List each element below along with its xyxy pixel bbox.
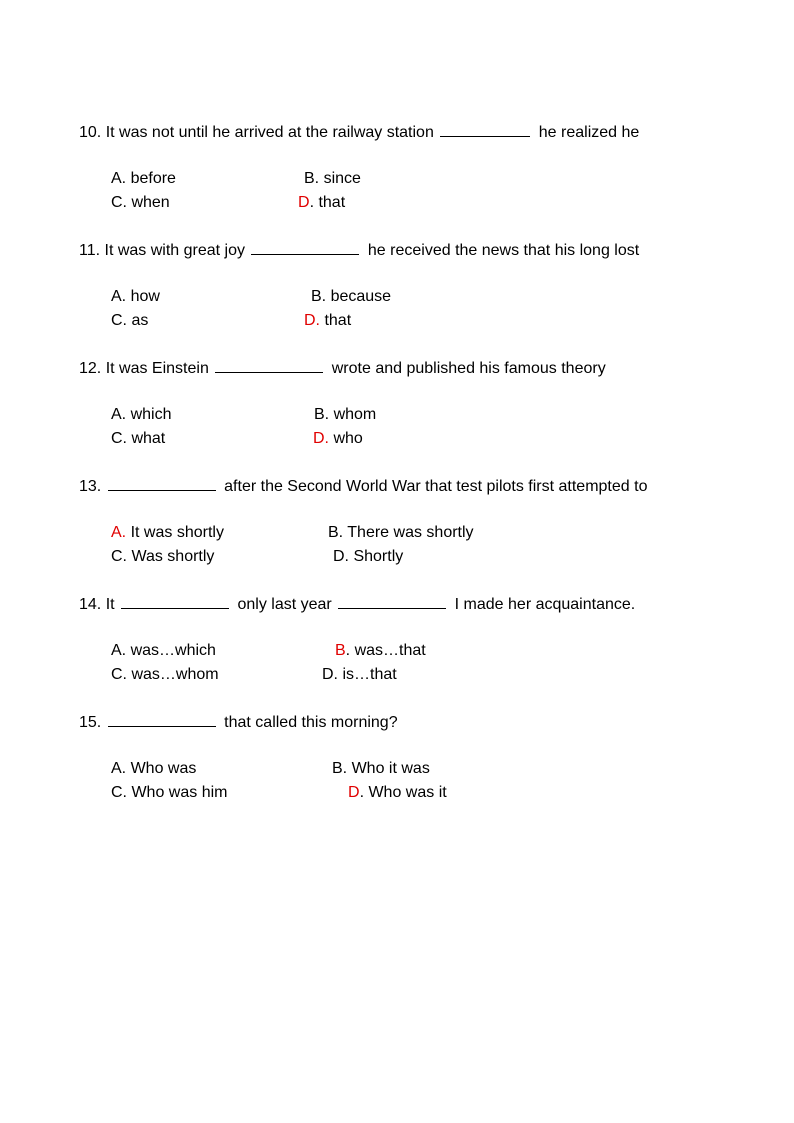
option-text: who (333, 430, 363, 447)
answer-blank (121, 594, 229, 609)
correct-answer-letter: D. (304, 312, 320, 329)
option-letter: C. (111, 666, 127, 683)
option-text: since (323, 170, 361, 187)
option-letter: A. (111, 288, 127, 305)
option-letter: C. (111, 784, 127, 801)
option-letter: A. (111, 642, 127, 659)
question-13 (79, 476, 647, 497)
option-c (111, 193, 170, 213)
option-b (332, 759, 430, 779)
answer-blank (251, 240, 359, 255)
option-a (111, 287, 160, 307)
question-text: wrote and published his famous theory (331, 360, 606, 377)
question-15 (79, 712, 398, 733)
option-text: . was…that (345, 642, 426, 659)
answer-blank (108, 712, 216, 727)
option-text: Was shortly (131, 548, 215, 565)
option-c (111, 665, 219, 685)
option-text: It was shortly (130, 524, 224, 541)
question-text: only last year (237, 596, 332, 613)
question-text: 15. (79, 714, 102, 731)
question-text: 13. (79, 478, 102, 495)
option-text: . Who was it (359, 784, 447, 801)
option-c (111, 547, 214, 567)
option-c (111, 311, 148, 331)
option-text: which (130, 406, 172, 423)
option-letter: A. (111, 170, 127, 187)
answer-blank (440, 122, 530, 137)
option-a (111, 759, 196, 779)
question-12 (79, 358, 606, 379)
option-letter: C. (111, 548, 127, 565)
option-text: There was shortly (347, 524, 474, 541)
question-text: 12. It was Einstein (79, 360, 209, 377)
option-d (333, 547, 403, 567)
option-letter: C. (111, 194, 127, 211)
option-a (111, 405, 171, 425)
question-text: he realized he (538, 124, 640, 141)
answer-blank (338, 594, 446, 609)
answer-blank (108, 476, 216, 491)
option-letter: A. (111, 760, 127, 777)
question-text: I made her acquaintance. (454, 596, 636, 613)
option-text: . that (309, 194, 346, 211)
option-text: Who was (130, 760, 197, 777)
option-d (304, 311, 351, 331)
option-letter: D. (333, 548, 349, 565)
option-text: how (130, 288, 160, 305)
option-letter: B. (332, 760, 348, 777)
option-text: that (324, 312, 352, 329)
option-b (335, 641, 426, 661)
option-text: Who was him (131, 784, 228, 801)
correct-answer-letter: A. (111, 524, 127, 541)
option-text: as (131, 312, 149, 329)
question-text: that called this morning? (224, 714, 398, 731)
option-b (314, 405, 376, 425)
option-text: is…that (342, 666, 397, 683)
option-text: was…whom (131, 666, 219, 683)
option-text: Shortly (353, 548, 404, 565)
option-d (348, 783, 447, 803)
question-text: 11. It was with great joy (79, 242, 245, 259)
question-text: 10. It was not until he arrived at the railway station (79, 124, 434, 141)
correct-answer-letter: D (348, 784, 360, 801)
option-b (304, 169, 361, 189)
option-c (111, 429, 165, 449)
option-text: Who it was (351, 760, 430, 777)
question-text: he received the news that his long lost (367, 242, 640, 259)
option-c (111, 783, 227, 803)
option-b (328, 523, 474, 543)
answer-blank (215, 358, 323, 373)
option-a (111, 169, 176, 189)
option-text: because (330, 288, 392, 305)
option-letter: C. (111, 430, 127, 447)
option-text: before (130, 170, 176, 187)
option-letter: B. (311, 288, 327, 305)
correct-answer-letter: B (335, 642, 346, 659)
option-d (322, 665, 397, 685)
option-d (313, 429, 363, 449)
option-d (298, 193, 345, 213)
option-b (311, 287, 391, 307)
option-letter: A. (111, 406, 127, 423)
question-10 (79, 122, 639, 143)
option-letter: B. (328, 524, 344, 541)
question-text: 14. It (79, 596, 115, 613)
option-a (111, 641, 216, 661)
option-letter: B. (304, 170, 320, 187)
correct-answer-letter: D (298, 194, 310, 211)
option-text: was…which (130, 642, 216, 659)
correct-answer-letter: D. (313, 430, 329, 447)
option-letter: D. (322, 666, 338, 683)
option-letter: B. (314, 406, 330, 423)
question-text: after the Second World War that test pilots first attempted to (224, 478, 648, 495)
question-11 (79, 240, 639, 261)
option-a (111, 523, 224, 543)
option-text: what (131, 430, 166, 447)
question-14 (79, 594, 635, 615)
option-text: when (131, 194, 170, 211)
option-text: whom (333, 406, 377, 423)
option-letter: C. (111, 312, 127, 329)
